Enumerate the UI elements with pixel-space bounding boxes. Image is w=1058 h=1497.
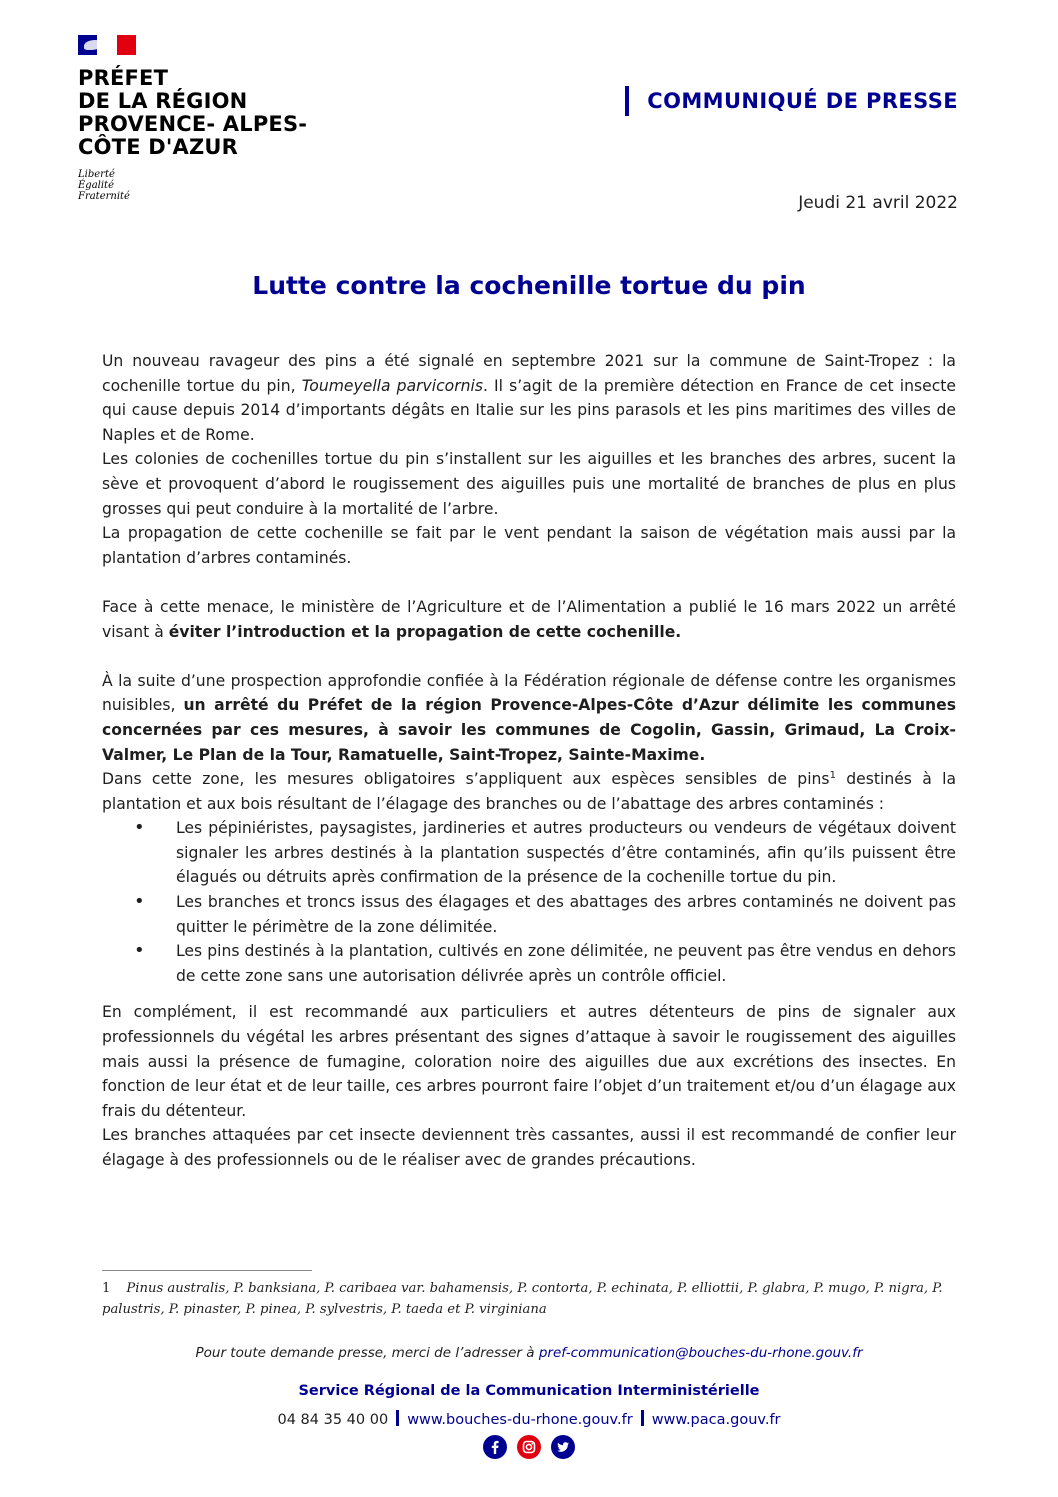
bullet-icon: • xyxy=(134,891,145,913)
paragraph xyxy=(102,349,956,447)
measures-list xyxy=(102,816,956,988)
accent-bar xyxy=(625,86,629,116)
paragraph: Les branches attaquées par cet insecte deviennent très cassantes, aussi il est recommandé de confier leur élagage à des professionnels ou de le réaliser avec de grandes précautions. xyxy=(102,1126,956,1169)
phone-number: 04 84 35 40 00 xyxy=(277,1412,389,1428)
text-run: destinés à la plantation et aux bois résultant de l’élagage des branches ou de l’abattage des arbres contaminés : xyxy=(102,770,956,813)
press-release-body xyxy=(102,349,956,1173)
paragraph: Les colonies de cochenilles tortue du pin s’installent sur les aiguilles et les branches des arbres, sucent la sève et provoquent d’abord le rougissement des aiguilles puis une mortalité de branches de plus en plus grosses qui peut conduire à la mortalité de l’arbre. xyxy=(102,450,956,518)
list-item-text: Les branches et troncs issus des élagages et des abattages des arbres contaminés ne doivent pas quitter le périmètre de la zone délimitée. xyxy=(176,893,956,936)
paragraph xyxy=(102,595,956,644)
marianne-flag-icon xyxy=(78,35,136,55)
bold-text: éviter l’introduction et la propagation de cette cochenille. xyxy=(168,622,682,641)
motto-line: Fraternité xyxy=(78,191,130,202)
footnote-text: Pinus australis, P. banksiana, P. caribaea var. bahamensis, P. contorta, P. echinata, P. elliottii, P. glabra, P. mugo, P. nigra, P. palustris, P. pinaster, P. pinea, P. sylvestris, P. taeda et P. virginiana xyxy=(102,1281,943,1317)
press-contact-email-link[interactable]: pref-communication@bouches-du-rhone.gouv.fr xyxy=(538,1345,863,1361)
separator xyxy=(396,1410,399,1426)
press-contact-text: Pour toute demande presse, merci de l’adresser à xyxy=(195,1345,539,1361)
document-type-label: COMMUNIQUÉ DE PRESSE xyxy=(647,89,958,113)
prefecture-name-line: PRÉFET xyxy=(78,66,169,90)
prefecture-name-line: PROVENCE- ALPES- xyxy=(78,112,308,136)
list-item xyxy=(102,939,956,988)
footnote xyxy=(102,1278,962,1320)
bullet-icon: • xyxy=(134,817,145,839)
list-item-text: Les pins destinés à la plantation, cultivés en zone délimitée, ne peuvent pas être vendus en dehors de cette zone sans une autorisation délivrée après un contrôle officiel. xyxy=(176,942,956,985)
footnote-divider xyxy=(102,1270,312,1271)
text-run: À la suite d’une prospection approfondie confiée à la Fédération régionale de défense contre les organismes nuisibles, xyxy=(102,671,956,715)
bold-text: un arrêté du Préfet de la région Provence-Alpes-Côte d’Azur délimite les communes concernées par ces mesures, à savoir les communes de Cogolin, Gassin, Grimaud, La Croix-Valmer, Le Plan de la Tour, Ramatuelle, Saint-Tropez, Sainte-Maxime. xyxy=(102,696,957,764)
social-links xyxy=(0,1435,1058,1459)
list-item xyxy=(102,816,956,890)
motto-line: Égalité xyxy=(78,180,114,191)
footnote-reference[interactable]: 1 xyxy=(829,769,836,781)
contact-links xyxy=(0,1410,1058,1428)
text-run: Un nouveau ravageur des pins a été signalé en septembre 2021 sur la commune de Saint-Tropez : la cochenille tortue du pin, xyxy=(102,352,956,395)
page-title: Lutte contre la cochenille tortue du pin xyxy=(252,271,806,300)
twitter-icon[interactable] xyxy=(551,1435,575,1459)
paragraph xyxy=(102,767,956,816)
document-type xyxy=(625,86,958,116)
separator xyxy=(641,1410,644,1426)
species-name: Toumeyella parvicornis xyxy=(301,376,483,395)
paragraph: En complément, il est recommandé aux particuliers et autres détenteurs de pins de signaler aux professionnels du végétal les arbres présentant des signes d’attaque à savoir le rougissement des aiguilles mais aussi la présence de fumagine, coloration noire des aiguilles due aux excrétions des insectes. En fonction de leur état et de leur taille, ces arbres pourront faire l’objet d’un traitement et/ou d’un élagage aux frais du détenteur. xyxy=(102,1003,956,1120)
text-run: Face à cette menace, le ministère de l’Agriculture et de l’Alimentation a publié le 16 mars 2022 un arrêté visant à xyxy=(102,597,956,641)
list-item xyxy=(102,890,956,939)
text-run: Dans cette zone, les mesures obligatoires s’appliquent aux espèces sensibles de pins xyxy=(102,770,830,789)
prefecture-name xyxy=(78,67,318,159)
text-run: . Il s’agit de la première détection en France de cet insecte qui cause depuis 2014 d’importants dégâts en Italie sur les pins parasols et les pins maritimes des villes de Naples et de Rome. xyxy=(102,376,956,444)
website-link-paca[interactable]: www.paca.gouv.fr xyxy=(651,1412,781,1428)
instagram-icon[interactable] xyxy=(517,1435,541,1459)
prefecture-logo xyxy=(78,35,318,202)
prefecture-name-line: CÔTE D'AZUR xyxy=(78,135,239,159)
paragraph xyxy=(102,669,956,767)
website-link-bouches-du-rhone[interactable]: www.bouches-du-rhone.gouv.fr xyxy=(407,1412,633,1428)
list-item-text: Les pépiniéristes, paysagistes, jardineries et autres producteurs ou vendeurs de végétaux doivent signaler les arbres destinés à la plantation suspectés d’être contaminés, afin qu’ils puissent être élagués ou détruits après confirmation de la présence de la cochenille tortue du pin. xyxy=(176,819,956,887)
service-name: Service Régional de la Communication Interministérielle xyxy=(298,1383,760,1399)
facebook-icon[interactable] xyxy=(483,1435,507,1459)
republic-motto xyxy=(78,169,318,202)
bullet-icon: • xyxy=(134,940,145,962)
footnote-number: 1 xyxy=(102,1281,111,1296)
prefecture-name-line: DE LA RÉGION xyxy=(78,89,248,113)
publication-date: Jeudi 21 avril 2022 xyxy=(798,193,958,213)
paragraph: La propagation de cette cochenille se fait par le vent pendant la saison de végétation mais aussi par la plantation d’arbres contaminés. xyxy=(102,524,956,567)
motto-line: Liberté xyxy=(78,169,115,180)
press-contact-line xyxy=(0,1345,1058,1361)
